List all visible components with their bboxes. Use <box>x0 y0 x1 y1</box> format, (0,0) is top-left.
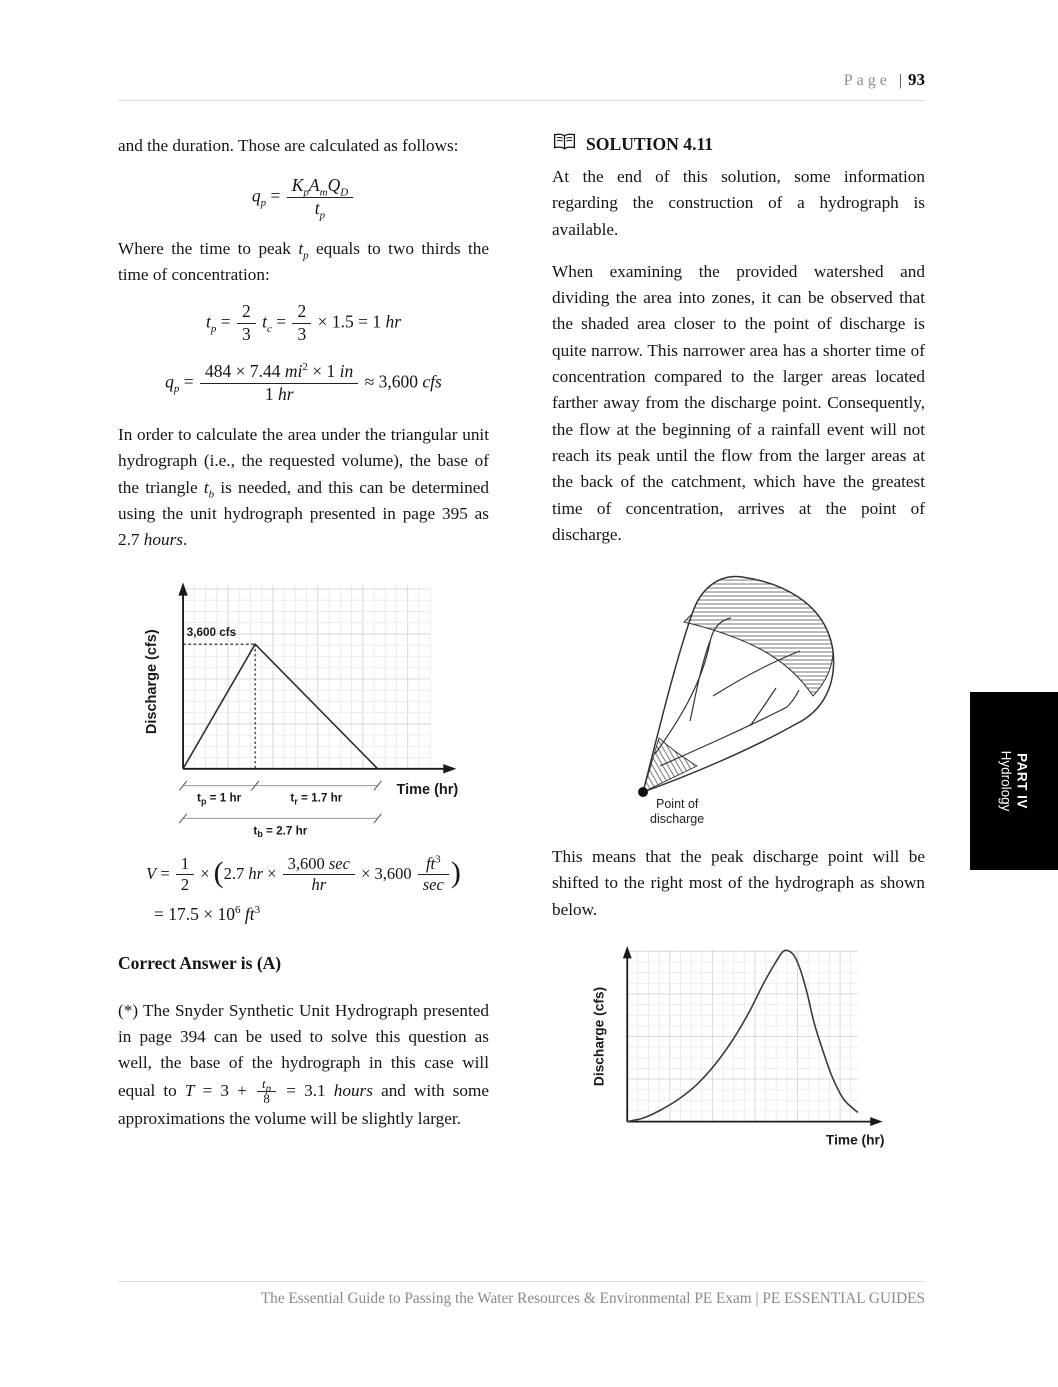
discharge-label-line2: discharge <box>650 812 705 827</box>
discharge-point-dot <box>638 787 648 797</box>
formula-volume: V = $\frac{1}{2}$ × (2.7 hr × $\frac{3,600 \sec}{hr}$ × 3,600 $\frac{ft^3}{\sec}$ ) <box>146 853 461 895</box>
y-axis-arrow <box>623 946 632 958</box>
x-axis-label: Time (hr) <box>396 781 459 798</box>
snyder-footnote: (*) The Snyder Synthetic Unit Hydrograph presented in page 394 can be used to solve this question as well, the base of the hydrograph in this case will equal to T = 3 + $\frac{t_p}{8}$ = 3.1 hours and with some approximations the volume will be slightly larger. <box>118 1000 490 1129</box>
correct-answer-heading: Correct Answer is (A) <box>118 952 282 973</box>
triangular-hydrograph-chart <box>140 572 489 842</box>
header-divider: | <box>898 72 902 89</box>
near-zone-hatched <box>643 738 697 792</box>
section-tab-text <box>999 692 1030 870</box>
where-paragraph: Where the time to peak $t_p$ equals to two thirds the time of concentration: <box>118 239 489 285</box>
x-axis-arrow <box>870 1117 882 1126</box>
solution-title-row <box>552 133 925 156</box>
watershed-diagram <box>622 562 925 830</box>
page-word: Page <box>843 72 891 89</box>
formula-qp-calculation: $q_p$ = $\frac{484 \times 7.44 mi^2 \times 1 in}{1 hr}$ ≈ 3,600 cfs <box>165 361 442 405</box>
intro-paragraph: and the duration. Those are calculated as follows: <box>118 136 459 155</box>
triangle-hydrograph-line <box>183 644 378 769</box>
discharge-label-line1: Point of <box>656 797 699 812</box>
stream-line <box>660 690 799 766</box>
far-zone-hatched <box>684 577 833 696</box>
part-iv-section-tab <box>970 692 1058 870</box>
watershed-svg <box>622 562 850 830</box>
dimension-label: $t_r = 1.7$ hr <box>290 791 343 806</box>
solution-paragraph-1: At the end of this solution, some information regarding the construction of a hydrograph is available. <box>552 167 925 239</box>
page-header <box>118 70 925 101</box>
triangular-hydrograph-svg <box>140 572 462 842</box>
section-tab-chapter: Hydrology <box>998 750 1014 812</box>
stream-line <box>655 618 731 754</box>
dimension-label: $t_b = 2.7$ hr <box>253 823 308 839</box>
shifted-hydrograph-chart <box>590 937 925 1159</box>
hydrograph-curve <box>627 950 858 1121</box>
peak-label: 3,600 cfs <box>186 625 237 639</box>
left-column <box>118 133 489 1133</box>
x-axis-label: Time (hr) <box>825 1132 885 1148</box>
solution-title: SOLUTION 4.11 <box>586 134 714 154</box>
formula-time-to-peak: $t_p$ = $\frac{2}{3}$ $t_c$ = $\frac{2}{3}$ × 1.5 = 1 hr <box>205 300 402 344</box>
y-axis-label: Discharge (cfs) <box>591 986 607 1087</box>
two-column-layout <box>118 133 925 1159</box>
section-tab-part: PART IV <box>1014 753 1030 809</box>
footer-text: The Essential Guide to Passing the Water Resources & Environmental PE Exam | PE ESSENTIAL GUIDES <box>260 1290 925 1307</box>
y-axis-label: Discharge (cfs) <box>143 628 160 734</box>
formula-volume-result: = $17.5 \times 10^6$ $ft^3$ <box>154 903 261 924</box>
in-order-paragraph: In order to calculate the area under the triangular unit hydrograph (i.e., the requested volume), the base of the triangle $t_b$ is needed, and this can be determined using the unit hydrograph presented in page 395 as 2.7 hours. <box>118 425 489 550</box>
shifted-hydrograph-svg <box>590 937 888 1159</box>
solution-paragraph-3: This means that the peak discharge point will be shifted to the right most of the hydrograph as shown below. <box>552 847 925 919</box>
page-footer <box>118 1281 925 1308</box>
formula-qp-definition: $q_p$ = $\frac{K_pA_mQ_D}{t_p}$ <box>118 175 489 220</box>
stream-line <box>750 688 776 726</box>
page-number: 93 <box>908 70 925 89</box>
dimension-label: $t_p = 1$ hr <box>197 791 242 806</box>
x-axis-arrow <box>443 764 456 773</box>
open-book-icon <box>552 133 577 156</box>
solution-paragraph-2: When examining the provided watershed and dividing the area into zones, it can be observed that the shaded area closer to the point of discharge is quite narrow. This narrower area has a shorter time of concentration compared to the larger areas located farther away from the discharge point. Consequently, the flow at the beginning of a rainfall event will not reach its peak until the flow from the larger areas at the back of the catchment, which have the greatest time of concentration, arrives at the point of discharge. <box>552 261 925 544</box>
right-column <box>552 133 925 1159</box>
